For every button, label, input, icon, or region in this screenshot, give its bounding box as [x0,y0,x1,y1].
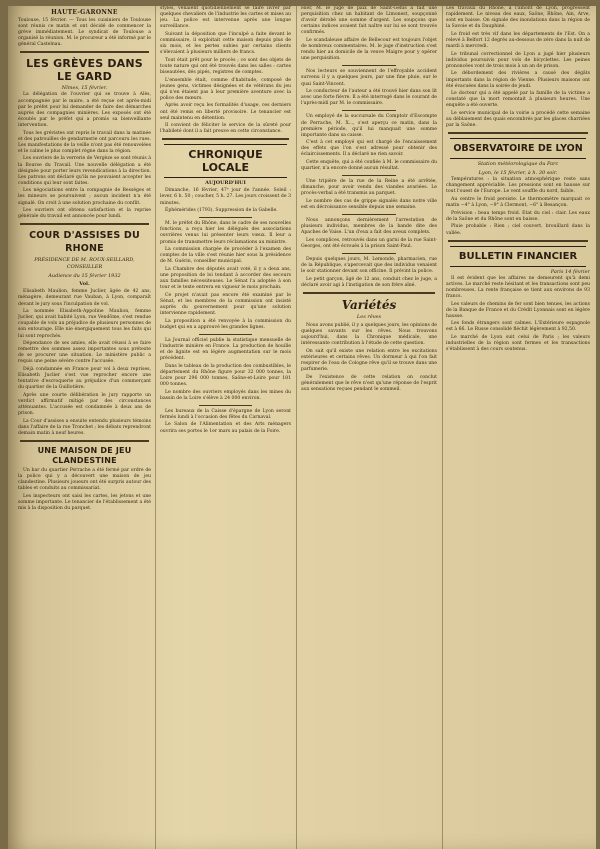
article-paragraph: Le scandaleuse affaire de Bellecour est toujours l'objet de nombreux commentaires. M. le juge d'instruction s'est rendu hier au domicile de la veuve Maigre pour y opérer une perquisition. [301,37,437,62]
article-subheading: PRÉSIDENCE DE M. ROUX-SEILLARD, CONSEILLER [34,257,135,271]
column-rule [296,6,297,849]
divider [20,51,149,53]
article-paragraph: Un bar du quartier Perrache a été fermé par ordre de la police qui y a découvert une maison de jeu clandestine. Plusieurs joueurs ont été surpris autour des tables et conduits au commissariat. [18,468,151,492]
article-paragraph: Les inspecteurs ont saisi les cartes, les jetons et une somme importante. Le tenancier de l'établissement a été mis à la disposition du parquet. [18,493,151,512]
article-paragraph: La proposition a été renvoyée à la commission du budget qui en a approuvé les grandes lignes. [160,318,291,330]
divider [448,240,588,242]
article-paragraph: Dans le tableau de la production des combustibles, le département du Rhône figure pour 32 000 tonnes, la Loire pour 296 000 tonnes, Saône-et-Loire pour 181 000 tonnes. [160,363,291,387]
article-paragraph: Il convient de féliciter le service de la sûreté pour l'habileté dont il a fait preuve en cette circonstance. [160,123,291,135]
divider [342,253,396,254]
divider [162,138,289,140]
headline-greves-gard: LES GRÈVES DANS LE GARD [26,57,143,84]
divider [342,110,396,111]
article-paragraph: Dépendance de ses amies, elle avait réussi à se faire remettre des sommes assez importantes sous prétexte de se procurer une situation. Le ministère public a requis une peine sévère contre l'accusée. [18,341,151,365]
article-paragraph: Toulouse, 15 février. — Tous les cuisiniers de Toulouse sont réunis ce matin et ont décidé de commencer la grève immédiatement. Le syndicat de Toulouse a organisé la réunion. M. le procureur a été informé par le général Castelnau. [18,18,151,48]
article-paragraph: Les négociations entre la compagnie de Bessèges et les mineurs se poursuivent ; aucun incident n'a été signalé. On croit à une solution prochaine du conflit. [18,188,151,206]
article-paragraph: Le froid est très vif dans les départements de l'Est. On a relevé à Belfort 12 degrés au-dessous de zéro dans la nuit de mardi à mercredi. [446,31,590,50]
article-paragraph: Après une courte délibération le jury rapporte un verdict affirmatif mitigé par des circonstances atténuantes. L'accusée est condamnée à deux ans de prison. [18,392,151,417]
article-paragraph: Les fonds étrangers sont calmes. L'Extérieure espagnole est à 66. Le Russe consolidé fléchit légèrement à 92,50. [446,321,590,333]
article-paragraph: L'ensemble était, comme d'habitude, composé de jeunes gens, victimes désignées et de vétérans du jeu qui n'en étaient pas à leur première aventure avec la police des mœurs. [160,77,291,101]
article-paragraph: C'est à cet employé qui est chargé de l'encaissement des effets que l'on s'est adressé pour obtenir des éclaircissements. Il a déclaré ne rien savoir. [301,140,437,158]
article-paragraph: On sait qu'il existe une relation entre les excitations extérieures et certains rêves. Un dormeur à qui l'on fait respirer de l'eau de Cologne rêve qu'il se trouve dans une parfumerie. [301,349,437,373]
column-rule [155,6,156,849]
divider [303,292,435,294]
article-paragraph: La Cour d'assises a ensuite entendu plusieurs témoins dans l'affaire de la rue Tronchet ; les débats reprendront demain matin à neuf heures. [18,418,151,436]
divider [199,217,251,218]
article-paragraph: Les complices, retrouvés dans un garni de la rue Saint-Georges, ont été écroués à la prison Saint-Paul. [301,238,437,250]
divider [448,132,588,134]
article-paragraph: La Chambre des députés avait voté, il y a deux ans, une proposition de loi tendant à accorder des secours aux familles nécessiteuses. Le Sénat l'a adoptée à son tour et le texte entrera en vigueur le mois prochain. [160,266,291,291]
article-paragraph: Suivant la déposition que l'inculpé a faite devant le commissaire, il exploitait cette maison depuis plus de six mois, et les pertes subies par certains clients s'élevaient à plusieurs milliers de francs. [160,31,291,56]
headline-observatoire: OBSERVATOIRE DE LYON [450,138,586,159]
article-paragraph: Pluie probable : Rien ; ciel couvert, brouillard dans la vallée. [446,224,590,236]
dateline: Audience du 15 février 1932 [48,273,121,280]
article-paragraph: Les ouvriers ont obtenu satisfaction et la reprise générale du travail est annoncée pour lundi. [18,208,151,220]
article-subheading: AUJOURD'HUI [205,180,246,187]
article-paragraph: Le petit garçon, âgé de 12 ans, conduit chez le juge, a déclaré avoir agi à l'instigation de son frère aîné. [301,276,437,289]
article-paragraph: Le docteur qui a été appelé par la famille de la victime a constaté que la mort remontait à plusieurs heures. Une enquête a été ouverte. [446,91,590,109]
article-paragraph: Nous avons publié, il y a quelques jours, les opinions de quelques savants sur les rêves. Nous trouvons aujourd'hui, dans la Chronique médicale, une intéressante contribution à l'étude de cette question. [301,323,437,347]
article-paragraph: Après avoir reçu les formalités d'usage, ces derniers ont été remis en liberté provisoire. Le tenancier est seul maintenu en détention. [160,103,291,121]
headline-chronique-locale: CHRONIQUE LOCALE [164,144,287,178]
article-paragraph: Cette enquête, qui a été confiée à M. le commissaire du quartier, n'a encore donné aucun résultat. [301,160,437,172]
article-paragraph: Déjà condamnée en France pour vol à deux reprises, Elisabeth Juclier s'est vue reprocher encore une tentative d'escroquerie au préjudice d'un commerçant du quartier de la Guillotière. [18,366,151,391]
divider [342,65,396,66]
article-paragraph: Éphémérides (1793). Suppression de la Gabelle. [165,208,278,214]
article-paragraph: Elisabeth Maulion, femme Juclier, âgée de 42 ans, ménagère, demeurant rue Vauban, à Lyon, comparaît devant le jury sous l'inculpation de vol. [18,289,151,307]
section-label: HAUTE-GARONNE [51,9,118,16]
article-paragraph: Le conducteur de l'auteur a été trouvé hier dans son lit avec une forte fièvre. Il a été interrogé dans le courant de l'après-midi par M. le commissaire. [301,89,437,107]
article-paragraph: Nos lecteurs se souviennent de l'effroyable accident survenu il y a quelques jours, par une fine pluie, sur le quai Saint-Vincent. [301,69,437,87]
article-paragraph: Les bureaux de la Caisse d'épargne de Lyon seront fermés lundi à l'occasion des fêtes du Carnaval. [160,408,291,420]
article-paragraph: Les valeurs de chemins de fer sont bien tenues, les actions de la Banque de France et du Crédit Lyonnais sont en légère hausse. [446,301,590,319]
article-paragraph: Températures : la situation atmosphérique reste sans changement appréciable. Les pressions sont en hausse sur tout l'ouest de l'Europe. Le vent souffle du nord, faible. [446,177,590,195]
column-rule [442,6,443,849]
article-paragraph: Depuis quelques jours, M. Lemonde, pharmacien, rue de la République, s'apercevait que des individus venaient le soir stationner devant son officine. Il prévint la police. [301,257,437,275]
article-paragraph: Le Salon de l'Alimentation et des Arts ménagers ouvrira ses portes le 1er mars au palais de la Foire. [160,422,291,434]
divider [199,334,251,335]
divider [342,175,396,176]
article-subheading: Station météorologique du Parc [477,161,559,168]
article-paragraph: Le débordement des rivières a causé des dégâts importants dans la région de Vienne. Plusieurs maisons ont été évacuées dans la soirée de jeudi. [446,71,590,89]
article-paragraph: De l'existence de cette relation on conclut généralement que le rêve n'est qu'une réponse de l'esprit aux sensations reçues pendant le sommeil. [301,374,437,393]
article-subheading: Les rêves [356,314,382,321]
dateline: Paris 14 février [550,268,590,275]
article-paragraph: M. le préfet du Rhône, dans le cadre de ses nouvelles fonctions, a reçu hier les délégués des associations ouvrières venus lui présenter leurs vœux. Il leur a promis de transmettre leurs réclamations au ministre. [160,221,291,245]
article-paragraph: Le nombre des cas de grippe signalés dans notre ville est en décroissance sensible depuis une semaine. [301,199,437,211]
article-paragraph: Hier, M. le juge de paix de Saint-Genis a fait une perquisition chez un habitant de Limonest, soupçonné d'avoir dérobé une somme d'argent. Les soupçons que certains indices avaient fait naître sur lui se sont trouvés confirmés. [301,6,437,36]
article-paragraph: Le tribunal correctionnel de Lyon a jugé hier plusieurs individus poursuivis pour vols de bicyclettes. Les peines prononcées vont de trois mois à un an de prison. [446,51,590,69]
divider [20,440,149,442]
headline-cour-assises: COUR D'ASSISES DU RHONE [29,230,140,255]
article-paragraph: Au centre le froid persiste. Le thermomètre marquait ce matin −4° à Lyon, −9° à Clermont, −6° à Besançon. [446,197,590,209]
article-paragraph: Le service municipal de la voirie a procédé cette semaine au déblaiement des quais encombrés par les glaces charriées par la Saône. [446,111,590,129]
article-paragraph: La nommée Elisabeth-Appoline Maulion, femme Juclier, qui avait habité Lyon, rue Vendôme, s'est rendue coupable de vols au préjudice de plusieurs personnes de son entourage. Elle nie énergiquement tous les faits qui lui sont reprochés. [18,309,151,339]
article-paragraph: Il est évident que les affaires ne demeurent qu'à demi actives. Le marché reste hésitant et les transactions sont peu nombreuses. La rente française se tient aux environs de 93 francs. [446,275,590,299]
divider [20,223,149,225]
article-paragraph: Tout était prêt pour le procès ; ce sont des objets de toute nature qui ont été trouvés dans les salles : cartes biseautées, dés pipés, registres de comptes. [160,57,291,75]
article-paragraph: Les travaux du Rhône, à l'amont de Lyon, progressent rapidement. Le niveau des eaux, Saône, Rhône, Ain, Arve, sont en baisse. On signale des inondations dans la région de la Savoie et du Dauphiné. [446,6,590,30]
divider [199,405,251,406]
dateline: Lyon, le 15 février, à h. 30 soir. [478,170,558,177]
article-paragraph: Nous annonçons dernièrement l'arrestation de plusieurs individus, membres de la bande dite des Apaches de Vaise. L'un d'eux a fait des aveux complets. [301,218,437,236]
column-4 [446,6,590,849]
article-subheading: Vol. [79,281,90,288]
article-paragraph: Tous les grévistes ont repris le travail dans la matinée et des patrouilles de gendarmerie ont parcouru les rues. Les manifestations de la veille n'ont pas été renouvelées et le calme le plus complet règne dans la région. [18,130,151,154]
article-paragraph: Dimanche, 16 février, 47ᵉ jour de l'année. Soleil : lever, 6 h. 50 ; coucher, 5 h. 27. Les jours croissent de 3 minutes. [160,188,291,206]
article-paragraph: Les ouvriers de la verrerie de Vergèze se sont réunis à la Bourse du Travail. Une nouvelle délégation a été désignée pour porter leurs revendications à la direction. Les patrons ont déclaré qu'ils ne pouvaient accepter les conditions qui leur sont faites. [18,156,151,186]
article-paragraph: La commission chargée de procéder à l'examen des comptes de la ville s'est réunie hier sous la présidence de M. Guérin, conseiller municipal. [160,247,291,265]
column-1 [18,6,151,849]
dateline: Nîmes, 15 février. [61,85,108,92]
article-paragraph: Une tripière de la rue de la Reine a été arrêtée, dimanche, pour avoir vendu des viandes avariées. Le procès-verbal a été transmis au parquet. [301,179,437,197]
headline-maison-jeu: UNE MAISON DE JEU CLANDESTINE [37,446,132,465]
article-paragraph: La Journal officiel publie la statistique mensuelle de l'industrie minière en France. La production de houille et de lignite est en légère augmentation sur le mois précédent. [160,337,291,362]
article-paragraph: Prévision : beau temps froid. Etat du ciel : clair. Les eaux de la Saône et du Rhône sont en baisse. [446,210,590,222]
headline-bulletin-financier: BULLETIN FINANCIER [450,246,586,267]
article-paragraph: Un employé de la succursale du Comptoir d'Escompte de Perrache, M. X..., s'est aperçu ce matin, dans la première période, qu'il lui manquait une somme importante dans sa caisse. [301,114,437,138]
article-paragraph: La délégation de l'ouvrier qui se trouve à Alès, accompagnée par le maire, a été reçue cet après-midi par le préfet pour lui demander de faire des démarches auprès des compagnies minières. Les exposés ont été écoutés par le préfet qui a promis sa bienveillante intervention. [18,92,151,128]
article-paragraph: styles, venaient quotidiennement se faire livrer par quelques chevaliers de l'industrie les cartes et mises au jeu. La police est intervenue après une longue surveillance. [160,6,291,30]
headline-varietes: Variétés [341,298,397,313]
article-paragraph: Le nombre des ouvriers employés dans les mines du bassin de la Loire s'élève à 24 000 environ. [160,389,291,401]
article-paragraph: Le marché de Lyon suit celui de Paris ; les valeurs industrielles de la région sont fermes et les transactions s'établissent à des cours soutenus. [446,334,590,353]
article-paragraph: Ce projet n'avait pas encore été examiné par le Sénat, et les membres de la commission ont insisté auprès du gouvernement pour qu'une solution intervienne rapidement. [160,292,291,317]
divider [342,214,396,215]
column-2 [160,6,291,849]
newspaper-page [8,6,596,849]
column-3 [301,6,437,849]
